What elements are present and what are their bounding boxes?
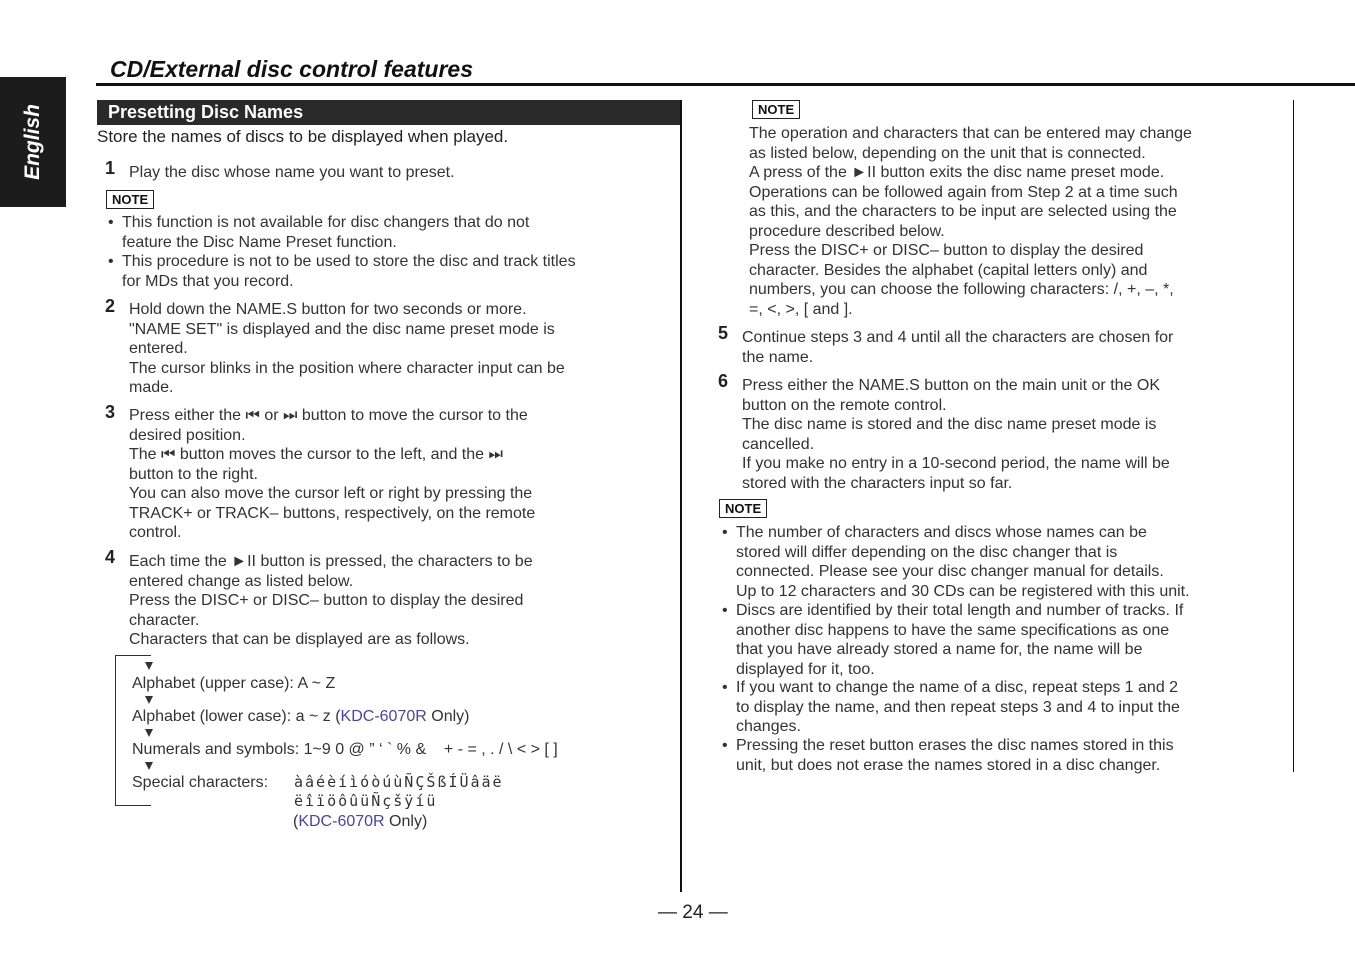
note-label: NOTE [719, 499, 767, 518]
text-line: that you have already stored a name for, the name will be [736, 641, 1143, 658]
text-line: The number of characters and discs whose names can be [736, 524, 1147, 541]
language-tab-label: English [21, 104, 44, 180]
step-4-text [129, 552, 533, 650]
down-arrow-icon [145, 662, 153, 670]
right-margin-rule [1293, 100, 1294, 772]
text-line: "NAME SET" is displayed and the disc name preset mode is [129, 320, 555, 338]
charset-numerals: Numerals and symbols: 1~9 0 @ ” ‘ ` % & + - = , . / \ < > [ ] [132, 741, 558, 758]
text-line: If you make no entry in a 10-second period, the name will be [742, 455, 1170, 472]
note-bullet [108, 252, 576, 291]
text-line: desired position. [129, 426, 246, 444]
text-line: Operations can be followed again from Step 2 at a time such [749, 183, 1178, 201]
intro-text: Store the names of discs to be displayed when played. [97, 127, 509, 146]
text-line: the name. [742, 348, 814, 366]
step-1-text [129, 163, 455, 183]
text-line: as this, and the characters to be input are selected using the [749, 203, 1177, 220]
text-line: to display the name, and then repeat steps 3 and 4 to input the [736, 698, 1180, 716]
text-line: numbers, you can choose the following characters: /, +, –, *, [749, 281, 1174, 298]
right-note-text [749, 124, 1192, 319]
text-line: Discs are identified by their total length and number of tracks. If [736, 602, 1184, 619]
step-3-text [129, 406, 535, 543]
only-label: Only) [426, 708, 470, 725]
bullet-dot-icon: • [722, 679, 728, 696]
paren-open: ( [293, 813, 299, 830]
text-line: button on the remote control. [742, 396, 947, 414]
text-line: This function is not available for disc changers that do not [122, 214, 530, 231]
text-line: control. [129, 524, 182, 541]
only-label: Only) [384, 813, 428, 830]
text-line: The ⏮ button moves the cursor to the left, and the ⏭ [129, 446, 503, 463]
bullet-dot-icon: • [108, 214, 114, 231]
text-line: Each time the ►II button is pressed, the characters to be [129, 553, 533, 570]
step-5-text [742, 328, 1173, 367]
step-number: 3 [105, 402, 116, 422]
text-line: This procedure is not to be used to store the disc and track titles [122, 253, 576, 270]
text-line: connected. Please see your disc changer manual for details. [736, 563, 1164, 580]
text-line: You can also move the cursor left or right by pressing the [129, 485, 533, 502]
step-number: 5 [718, 323, 729, 343]
text-line: character. Besides the alphabet (capital letters only) and [749, 261, 1148, 279]
text-line: button to the right. [129, 465, 258, 483]
special-characters-row-1: àâéèíìóòúùÑÇŠßÍÜâäë [294, 773, 504, 791]
model-name: KDC-6070R [298, 813, 385, 830]
bullet-dot-icon: • [722, 602, 728, 619]
text-line: character. [129, 611, 200, 629]
section-header [97, 100, 681, 125]
note-label: NOTE [106, 190, 154, 209]
text-line: Up to 12 characters and 30 CDs can be registered with this unit. [736, 582, 1190, 600]
text-line: Characters that can be displayed are as follows. [129, 631, 470, 648]
note-bullet [722, 523, 1190, 601]
bullet-dot-icon: • [108, 253, 114, 270]
page-number: — 24 — [658, 902, 728, 923]
down-arrow-icon [145, 762, 153, 770]
step-number: 1 [105, 158, 116, 178]
text-line: If you want to change the name of a disc, repeat steps 1 and 2 [736, 679, 1179, 696]
text-line: Press either the ⏮ or ⏭ button to move the cursor to the [129, 407, 528, 424]
step-6-text [742, 376, 1170, 493]
step-2-text [129, 300, 565, 398]
language-tab [0, 77, 66, 207]
note-bullet [722, 678, 1180, 737]
down-arrow-icon [145, 696, 153, 704]
text-line: Play the disc whose name you want to preset. [129, 164, 455, 181]
text-line: as listed below, depending on the unit that is connected. [749, 144, 1146, 162]
text-line: Press the DISC+ or DISC– button to display the desired [749, 242, 1144, 259]
step-number: 2 [105, 296, 116, 316]
text-line: for MDs that you record. [122, 272, 294, 290]
note-label: NOTE [752, 100, 800, 119]
text-line: unit, but does not erase the names stored in a disc changer. [736, 756, 1161, 774]
text-line: Continue steps 3 and 4 until all the characters are chosen for [742, 329, 1174, 346]
bullet-dot-icon: • [722, 737, 728, 754]
text-line: A press of the ►II button exits the disc name preset mode. [749, 164, 1165, 181]
text-line: feature the Disc Name Preset function. [122, 233, 397, 251]
special-characters-row-2: ëîïöôûüÑçšÿíü [294, 792, 438, 810]
text-line: procedure described below. [749, 222, 945, 240]
text-line: The cursor blinks in the position where character input can be [129, 359, 565, 377]
text-line: stored with the characters input so far. [742, 474, 1013, 492]
step-number: 6 [718, 371, 729, 391]
special-model-note [293, 812, 427, 832]
text-line: entered change as listed below. [129, 572, 354, 590]
bullet-dot-icon: • [722, 524, 728, 541]
text-line: Press either the NAME.S button on the main unit or the OK [742, 377, 1160, 394]
text-line: Press the DISC+ or DISC– button to display the desired [129, 592, 524, 609]
note-bullet [722, 601, 1184, 679]
text-line: made. [129, 379, 174, 396]
text-line: TRACK+ or TRACK– buttons, respectively, on the remote [129, 504, 536, 522]
charset-upper: Alphabet (upper case): A ~ Z [132, 675, 336, 692]
text-line: another disc happens to have the same specifications as one [736, 621, 1170, 639]
charset-lower-label: Alphabet (lower case): a ~ z ( [132, 708, 341, 725]
text-line: Pressing the reset button erases the disc names stored in this [736, 737, 1174, 754]
model-name: KDC-6070R [340, 708, 427, 725]
note-bullet [722, 736, 1174, 775]
note-bullet [108, 213, 530, 252]
text-line: stored will differ depending on the disc changer that is [736, 543, 1118, 561]
text-line: cancelled. [742, 435, 815, 453]
down-arrow-icon [145, 729, 153, 737]
column-divider [680, 100, 682, 892]
text-line: Hold down the NAME.S button for two seconds or more. [129, 301, 527, 318]
text-line: The disc name is stored and the disc name preset mode is [742, 416, 1157, 433]
title-rule [96, 83, 1355, 86]
text-line: The operation and characters that can be entered may change [749, 125, 1192, 142]
section-title: Presetting Disc Names [108, 102, 304, 122]
text-line: displayed for it, too. [736, 660, 875, 678]
page-title: CD/External disc control features [110, 56, 473, 82]
text-line: =, <, >, [ and ]. [749, 300, 853, 318]
step-number: 4 [105, 547, 116, 567]
charset-special-label: Special characters: [132, 774, 269, 791]
charset-lower [132, 707, 469, 727]
text-line: entered. [129, 340, 188, 357]
text-line: changes. [736, 718, 801, 735]
